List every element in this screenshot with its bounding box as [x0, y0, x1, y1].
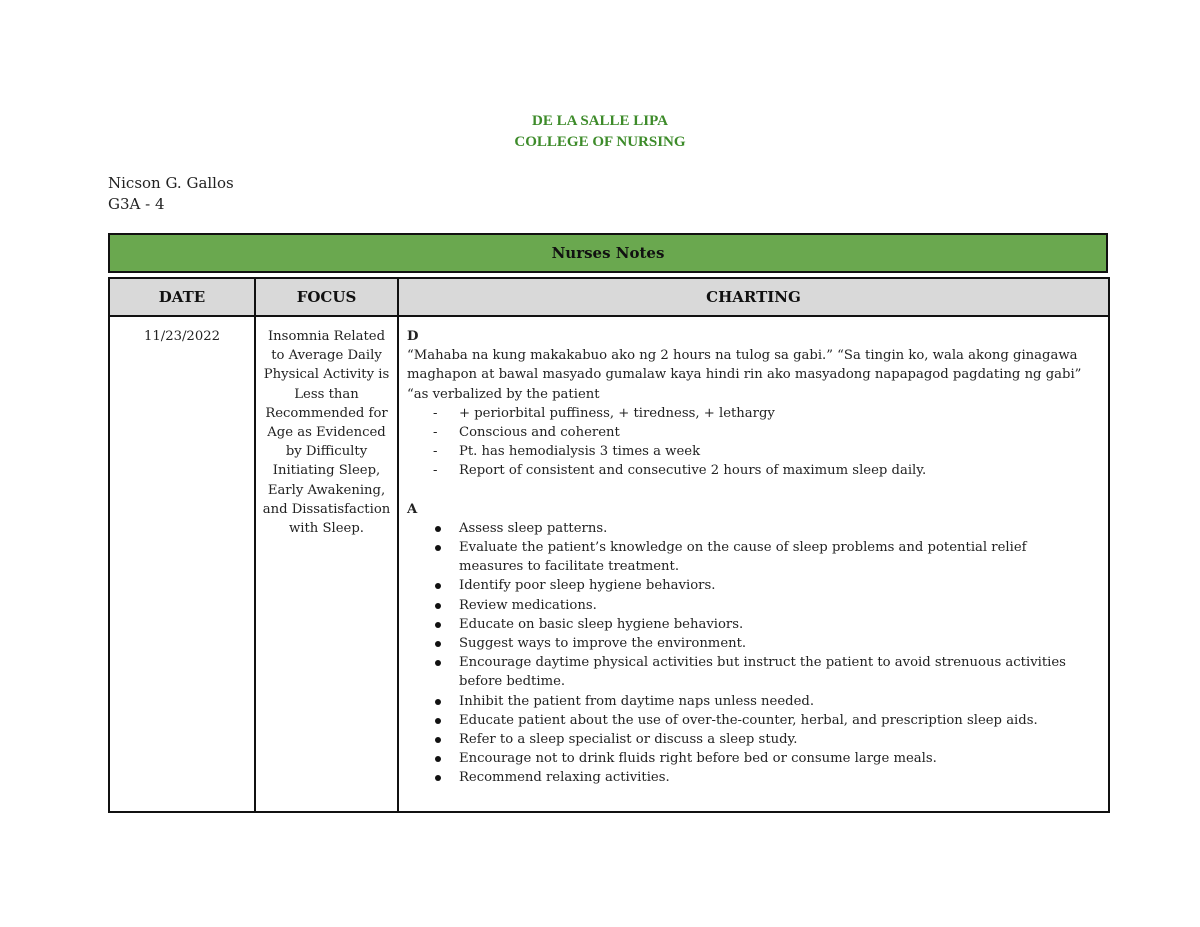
list-item: Recommend relaxing activities.	[407, 768, 1094, 787]
dash-marker: -	[433, 444, 438, 460]
nurses-notes-table	[108, 277, 1110, 813]
bullet-icon	[435, 718, 441, 724]
list-item: Evaluate the patient’s knowledge on the cause of sleep problems and potential relief measures to facilitate treatment.	[407, 538, 1094, 576]
institution-name: DE LA SALLE LIPA	[531, 113, 668, 129]
bullet-icon	[435, 583, 441, 589]
column-header-focus: FOCUS	[255, 278, 398, 316]
data-section-label: D	[407, 329, 419, 344]
table-header-row	[109, 278, 1109, 316]
list-item: - + periorbital puffiness, + tiredness, + lethargy	[407, 404, 1094, 423]
list-item: Inhibit the patient from daytime naps unless needed.	[407, 692, 1094, 711]
list-item: Suggest ways to improve the environment.	[407, 634, 1094, 653]
list-item: - Pt. has hemodialysis 3 times a week	[407, 442, 1094, 461]
bullet-icon	[435, 622, 441, 628]
document-header	[0, 111, 1200, 153]
list-item: Educate patient about the use of over-the-counter, herbal, and prescription sleep aids.	[407, 711, 1094, 730]
list-item: - Conscious and coherent	[407, 423, 1094, 442]
bullet-icon	[435, 756, 441, 762]
data-findings-list	[407, 404, 1094, 481]
bullet-icon	[435, 699, 441, 705]
date-cell: 11/23/2022	[109, 316, 255, 812]
dash-marker: -	[433, 405, 438, 421]
column-header-date: DATE	[109, 278, 255, 316]
list-item: - Report of consistent and consecutive 2 hours of maximum sleep daily.	[407, 461, 1094, 480]
action-section-label: A	[407, 501, 418, 517]
dash-marker: -	[433, 425, 438, 441]
list-item: Identify poor sleep hygiene behaviors.	[407, 576, 1094, 595]
student-name: Nicson G. Gallos	[108, 174, 234, 192]
list-item: Assess sleep patterns.	[407, 519, 1094, 538]
bullet-icon	[435, 641, 441, 647]
bullet-icon	[435, 545, 441, 551]
table-title: Nurses Notes	[551, 244, 665, 262]
list-item: Encourage not to drink fluids right before bed or consume large meals.	[407, 749, 1094, 768]
bullet-icon	[435, 660, 441, 666]
patient-quote: “Mahaba na kung makakabuo ako ng 2 hours na tulog sa gabi.” “Sa tingin ko, wala akong ginagawa maghapon at bawal masyado gumalaw kaya hindi rin ako masyadong napapagod pagdating ng gabi” “as verbalized by the patient	[407, 348, 1082, 402]
college-name: COLLEGE OF NURSING	[514, 134, 686, 150]
bullet-icon	[435, 603, 441, 609]
bullet-icon	[435, 775, 441, 781]
charting-cell	[398, 316, 1109, 812]
list-item: Encourage daytime physical activities but instruct the patient to avoid strenuous activities before bedtime.	[407, 653, 1094, 691]
action-list	[407, 519, 1094, 788]
column-header-charting: CHARTING	[398, 278, 1109, 316]
table-row	[109, 316, 1109, 812]
student-section: G3A - 4	[108, 195, 165, 213]
list-item: Refer to a sleep specialist or discuss a sleep study.	[407, 730, 1094, 749]
list-item: Review medications.	[407, 596, 1094, 615]
dash-marker: -	[433, 463, 438, 479]
nurses-notes-title-bar	[108, 233, 1108, 273]
student-info	[108, 173, 234, 215]
focus-cell: Insomnia Related to Average Daily Physical Activity is Less than Recommended for Age as Evidenced by Difficulty Initiating Sleep, Early Awakening, and Dissatisfaction with Sleep.	[255, 316, 398, 812]
bullet-icon	[435, 737, 441, 743]
bullet-icon	[435, 526, 441, 532]
list-item: Educate on basic sleep hygiene behaviors.	[407, 615, 1094, 634]
